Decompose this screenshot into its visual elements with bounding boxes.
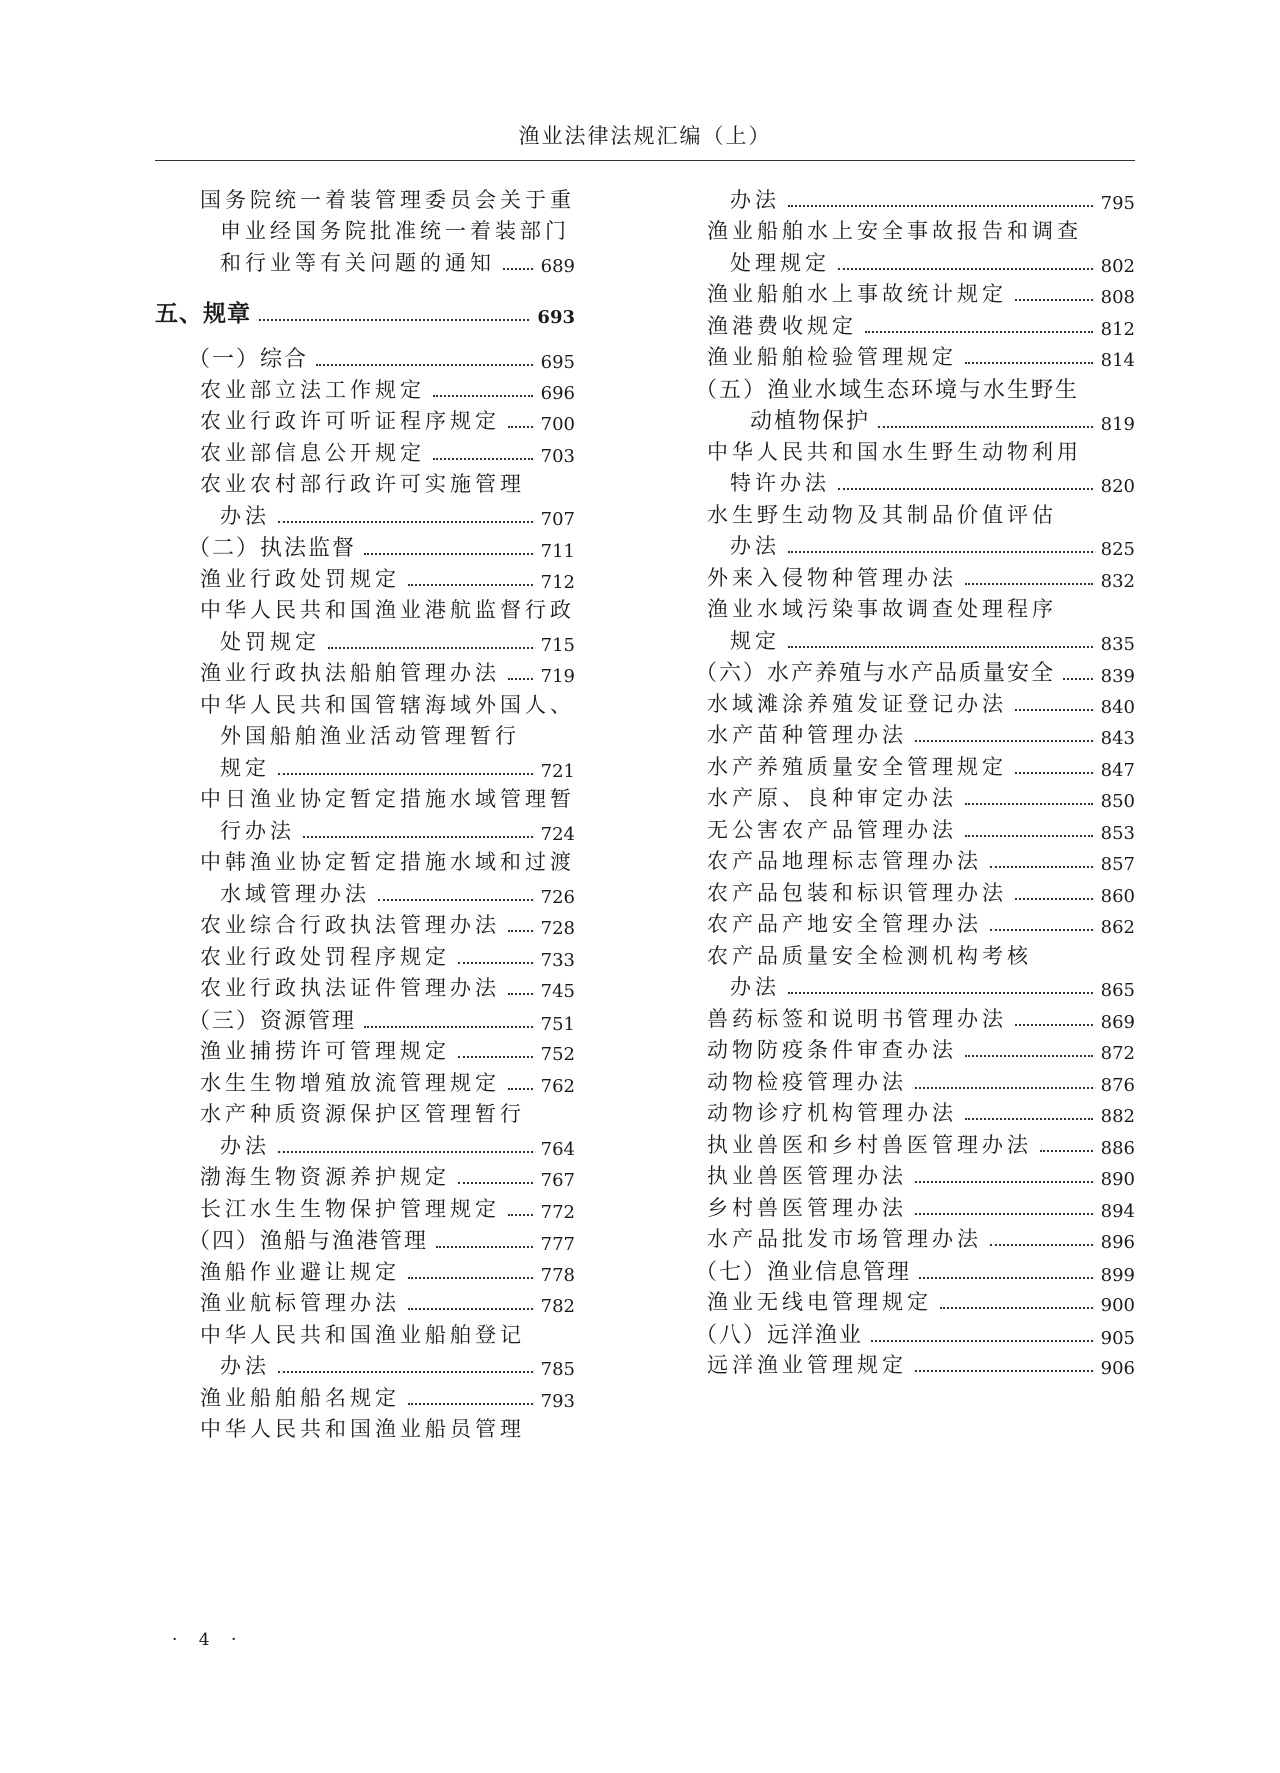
dot-leader	[259, 319, 529, 321]
dot-leader	[965, 835, 1093, 837]
toc-entry	[707, 499, 1135, 529]
toc-entry	[707, 1034, 1135, 1064]
dot-leader	[788, 551, 1093, 553]
toc-entry	[200, 1287, 575, 1317]
dot-leader	[1015, 1024, 1093, 1026]
toc-entry	[707, 1097, 1135, 1127]
toc-entry	[220, 878, 575, 908]
header-rule	[155, 160, 1135, 161]
toc-page-number: 795	[1100, 193, 1135, 214]
dot-leader	[965, 803, 1093, 805]
toc-page-number: 819	[1100, 414, 1135, 435]
dot-leader	[915, 1087, 1093, 1089]
toc-entry-title: 水生生物增殖放流管理规定	[200, 1071, 500, 1095]
toc-entry-title: （八）远洋渔业	[695, 1323, 864, 1348]
toc-entry-title: 渔业船舶检验管理规定	[707, 345, 957, 369]
toc-page-number: 850	[1100, 791, 1135, 812]
toc-entry-title: （四）渔船与渔港管理	[188, 1229, 429, 1254]
toc-page-number: 719	[540, 666, 575, 687]
toc-entry-title: 特许办法	[730, 471, 830, 495]
toc-entry-title: 动植物保护	[750, 409, 871, 434]
dot-leader	[788, 646, 1093, 648]
toc-entry-title: 动物检疫管理办法	[707, 1070, 907, 1094]
page-number: · 4 ·	[172, 1630, 245, 1650]
toc-entry	[200, 1035, 575, 1065]
toc-entry	[730, 625, 1135, 655]
toc-entry-title: 无公害农产品管理办法	[707, 818, 957, 842]
toc-entry-title: 渔港费收规定	[707, 314, 857, 338]
toc-page-number: 869	[1100, 1012, 1135, 1033]
toc-page-number: 762	[540, 1076, 575, 1097]
toc-page-number: 712	[540, 572, 575, 593]
dot-leader	[503, 268, 533, 270]
toc-entry-title: （六）水产养殖与水产品质量安全	[695, 661, 1056, 686]
dot-leader	[508, 993, 533, 995]
dot-leader	[965, 1055, 1093, 1057]
toc-entry-title: 远洋渔业管理规定	[707, 1353, 907, 1377]
dot-leader	[433, 395, 533, 397]
dot-leader	[915, 1370, 1093, 1372]
toc-page-number: 793	[540, 1391, 575, 1412]
toc-entry-title: 动物诊疗机构管理办法	[707, 1101, 957, 1125]
toc-page-number: 767	[540, 1170, 575, 1191]
dot-leader	[919, 1277, 1093, 1279]
toc-entry-title: 农产品包装和标识管理办法	[707, 881, 1007, 905]
toc-entry-title: 水生野生动物及其制品价值评估	[707, 503, 1057, 527]
toc-entry-title: （一）综合	[188, 347, 309, 372]
dot-leader	[508, 1214, 533, 1216]
toc-entry-title: 水产种质资源保护区管理暂行	[200, 1102, 525, 1126]
toc-page-number: 906	[1100, 1358, 1135, 1379]
toc-entry	[200, 437, 575, 467]
toc-page-number: 894	[1100, 1201, 1135, 1222]
dot-leader	[965, 1118, 1093, 1120]
toc-page-number: 862	[1100, 917, 1135, 938]
toc-entry-title: 水产品批发市场管理办法	[707, 1227, 982, 1251]
dot-leader	[915, 1213, 1093, 1215]
toc-entry-title: 渔业水域污染事故调查处理程序	[707, 597, 1057, 621]
toc-entry-title: （二）执法监督	[188, 536, 357, 561]
toc-entry	[707, 278, 1135, 308]
toc-entry	[200, 374, 575, 404]
toc-entry-title: 水产苗种管理办法	[707, 723, 907, 747]
toc-page-number: 782	[540, 1296, 575, 1317]
toc-entry-title: 中日渔业协定暂定措施水域管理暂	[200, 787, 575, 811]
dot-leader	[278, 773, 533, 775]
toc-entry-title: 农业部信息公开规定	[200, 441, 425, 465]
toc-entry-title: 农业综合行政执法管理办法	[200, 913, 500, 937]
dot-leader	[408, 1277, 533, 1279]
toc-entry-title: 农产品产地安全管理办法	[707, 912, 982, 936]
toc-entry-title: 中华人民共和国渔业船员管理	[200, 1417, 525, 1441]
toc-entry-title: 农产品地理标志管理办法	[707, 849, 982, 873]
toc-entry	[200, 468, 575, 498]
toc-entry-title: 农业行政许可听证程序规定	[200, 409, 500, 433]
toc-entry-title: 办法	[730, 188, 780, 212]
toc-page-number: 728	[540, 918, 575, 939]
toc-entry	[200, 1319, 575, 1349]
toc-page-number: 778	[540, 1265, 575, 1286]
toc-entry	[220, 626, 575, 656]
toc-entry	[707, 436, 1135, 466]
toc-entry	[707, 814, 1135, 844]
toc-entry	[220, 815, 575, 845]
toc-entry-title: 农业行政执法证件管理办法	[200, 976, 500, 1000]
toc-entry	[200, 1256, 575, 1286]
toc-entry	[200, 657, 575, 687]
toc-entry	[707, 1223, 1135, 1253]
toc-entry-title: （三）资源管理	[188, 1009, 357, 1034]
toc-page-number: 840	[1100, 697, 1135, 718]
toc-entry	[707, 940, 1135, 970]
toc-entry-title: 渔业行政处罚规定	[200, 567, 400, 591]
dot-leader	[965, 583, 1093, 585]
toc-page-number: 715	[540, 635, 575, 656]
toc-entry	[707, 1003, 1135, 1033]
toc-page-number: 785	[540, 1359, 575, 1380]
dot-leader	[408, 584, 533, 586]
toc-entry	[220, 720, 575, 750]
toc-entry-title: 渔业捕捞许可管理规定	[200, 1039, 450, 1063]
toc-entry	[707, 310, 1135, 340]
running-header: 渔业法律法规汇编（上）	[518, 124, 772, 148]
toc-entry	[707, 877, 1135, 907]
toc-page-number: 764	[540, 1139, 575, 1160]
dot-leader	[1015, 772, 1093, 774]
dot-leader	[433, 458, 533, 460]
toc-entry	[200, 1161, 575, 1191]
toc-entry	[200, 783, 575, 813]
toc-page-number: 733	[540, 950, 575, 971]
toc-entry-title: 渔业船舶水上安全事故报告和调查	[707, 219, 1082, 243]
toc-entry	[220, 1130, 575, 1160]
toc-subsection	[695, 1255, 1135, 1286]
toc-page-number: 899	[1100, 1265, 1135, 1286]
toc-page-number: 724	[540, 824, 575, 845]
toc-entry-title: 渔业船舶船名规定	[200, 1386, 400, 1410]
toc-entry	[707, 908, 1135, 938]
toc-entry-title: 中韩渔业协定暂定措施水域和过渡	[200, 850, 575, 874]
toc-entry-title: 水域滩涂养殖发证登记办法	[707, 692, 1007, 716]
dot-leader	[865, 331, 1093, 333]
dot-leader	[278, 521, 533, 523]
toc-entry	[220, 500, 575, 530]
toc-page-number: 825	[1100, 539, 1135, 560]
dot-leader	[508, 1088, 533, 1090]
toc-entry-title: 水域管理办法	[220, 882, 370, 906]
toc-entry	[707, 1129, 1135, 1159]
toc-entry-title: 行办法	[220, 819, 295, 843]
toc-entry	[707, 1286, 1135, 1316]
toc-entry	[200, 563, 575, 593]
toc-entry-title: （七）渔业信息管理	[695, 1260, 912, 1285]
toc-entry-title: 执业兽医管理办法	[707, 1164, 907, 1188]
toc-entry	[200, 594, 575, 624]
toc-page-number: 703	[540, 446, 575, 467]
toc-entry	[200, 1382, 575, 1412]
toc-entry	[220, 1350, 575, 1380]
toc-entry-title: 和行业等有关问题的通知	[220, 251, 495, 275]
toc-entry-title: 执业兽医和乡村兽医管理办法	[707, 1133, 1032, 1157]
toc-entry-title: 办法	[220, 504, 270, 528]
dot-leader	[788, 992, 1093, 994]
toc-entry-title: 乡村兽医管理办法	[707, 1196, 907, 1220]
toc-entry-title: 办法	[220, 1354, 270, 1378]
dot-leader	[328, 647, 533, 649]
toc-entry-title: 处理规定	[730, 251, 830, 275]
dot-leader	[990, 929, 1093, 931]
toc-page-number: 890	[1100, 1169, 1135, 1190]
dot-leader	[1063, 678, 1093, 680]
toc-entry	[707, 688, 1135, 718]
toc-entry	[730, 971, 1135, 1001]
toc-page-number: 711	[540, 541, 575, 562]
dot-leader	[378, 899, 533, 901]
toc-page-number: 812	[1100, 319, 1135, 340]
toc-entry-title: 中华人民共和国管辖海域外国人、	[200, 693, 575, 717]
toc-page-number: 865	[1100, 980, 1135, 1001]
toc-subsection	[750, 404, 1135, 435]
toc-page-number: 751	[540, 1014, 575, 1035]
dot-leader	[915, 1181, 1093, 1183]
toc-entry	[707, 1160, 1135, 1190]
toc-entry-title: 兽药标签和说明书管理办法	[707, 1007, 1007, 1031]
toc-entry-title: 外国船舶渔业活动管理暂行	[220, 724, 520, 748]
dot-leader	[278, 1151, 533, 1153]
dot-leader	[838, 488, 1093, 490]
toc-entry	[200, 846, 575, 876]
toc-entry	[200, 941, 575, 971]
toc-entry	[707, 782, 1135, 812]
dot-leader	[508, 930, 533, 932]
dot-leader	[788, 205, 1093, 207]
toc-page-number: 726	[540, 887, 575, 908]
toc-subsection	[695, 373, 1135, 404]
dot-leader	[1015, 299, 1093, 301]
dot-leader	[871, 1340, 1093, 1342]
toc-entry-title: 办法	[730, 975, 780, 999]
toc-page-number: 860	[1100, 886, 1135, 907]
toc-page-number: 696	[540, 383, 575, 404]
toc-page-number: 896	[1100, 1232, 1135, 1253]
toc-subsection	[695, 656, 1135, 687]
toc-page-number: 689	[540, 256, 575, 277]
dot-leader	[1015, 898, 1093, 900]
toc-page-number: 853	[1100, 823, 1135, 844]
toc-page-number: 832	[1100, 571, 1135, 592]
toc-entry	[707, 1349, 1135, 1379]
toc-entry-title: 国务院统一着装管理委员会关于重	[200, 188, 575, 212]
toc-entry-title: 处罚规定	[220, 630, 320, 654]
toc-page-number: 814	[1100, 350, 1135, 371]
toc-page-number: 882	[1100, 1106, 1135, 1127]
toc-entry-title: 长江水生生物保护管理规定	[200, 1197, 500, 1221]
toc-page-number: 700	[540, 414, 575, 435]
toc-entry-title: 渔船作业避让规定	[200, 1260, 400, 1284]
dot-leader	[316, 364, 533, 366]
toc-entry	[200, 184, 575, 214]
dot-leader	[364, 1026, 533, 1028]
toc-page-number: 808	[1100, 287, 1135, 308]
toc-entry	[200, 689, 575, 719]
dot-leader	[458, 1056, 533, 1058]
toc-entry-title: 中华人民共和国水生野生动物利用	[707, 440, 1082, 464]
toc-entry-title: 办法	[220, 1134, 270, 1158]
toc-page-number: 772	[540, 1202, 575, 1223]
toc-entry	[200, 909, 575, 939]
toc-page-number: 835	[1100, 634, 1135, 655]
toc-section	[155, 295, 575, 328]
dot-leader	[436, 1246, 533, 1248]
toc-entry-title: 渔业行政执法船舶管理办法	[200, 661, 500, 685]
toc-entry	[200, 405, 575, 435]
dot-leader	[838, 268, 1093, 270]
toc-entry-title: 农业行政处罚程序规定	[200, 945, 450, 969]
dot-leader	[458, 1182, 533, 1184]
dot-leader	[965, 362, 1093, 364]
toc-entry-title: 中华人民共和国渔业港航监督行政	[200, 598, 575, 622]
toc-page-number: 752	[540, 1044, 575, 1065]
dot-leader	[508, 426, 533, 428]
toc-entry-title: 渔业船舶水上事故统计规定	[707, 282, 1007, 306]
toc-page-number: 886	[1100, 1138, 1135, 1159]
toc-page-number: 707	[540, 509, 575, 530]
toc-page-number: 777	[540, 1234, 575, 1255]
toc-subsection	[188, 1004, 575, 1035]
toc-entry	[200, 972, 575, 1002]
toc-subsection	[695, 1318, 1135, 1349]
toc-entry	[707, 1192, 1135, 1222]
toc-subsection	[188, 1224, 575, 1255]
toc-entry	[707, 341, 1135, 371]
toc-entry-title: 农产品质量安全检测机构考核	[707, 944, 1032, 968]
toc-entry	[730, 184, 1135, 214]
toc-entry-title: 中华人民共和国渔业船舶登记	[200, 1323, 525, 1347]
toc-page-number: 820	[1100, 476, 1135, 497]
toc-entry-title: 五、规章	[155, 301, 251, 327]
toc-entry	[730, 530, 1135, 560]
toc-entry-title: 农业部立法工作规定	[200, 378, 425, 402]
dot-leader	[915, 740, 1093, 742]
toc-entry	[200, 1098, 575, 1128]
toc-entry	[730, 247, 1135, 277]
toc-entry-title: 规定	[730, 629, 780, 653]
toc-entry	[707, 562, 1135, 592]
toc-entry	[200, 1413, 575, 1443]
dot-leader	[408, 1403, 533, 1405]
toc-subsection	[188, 531, 575, 562]
dot-leader	[1040, 1150, 1093, 1152]
toc-entry-title: （五）渔业水域生态环境与水生野生	[695, 378, 1080, 403]
toc-entry-title: 动物防疫条件审查办法	[707, 1038, 957, 1062]
toc-page-number: 900	[1100, 1295, 1135, 1316]
dot-leader	[940, 1307, 1093, 1309]
toc-page-number: 745	[540, 981, 575, 1002]
toc-entry	[200, 1193, 575, 1223]
toc-page-number: 876	[1100, 1075, 1135, 1096]
dot-leader	[303, 836, 533, 838]
toc-page-number: 857	[1100, 854, 1135, 875]
toc-page-number: 693	[537, 307, 575, 328]
dot-leader	[508, 678, 533, 680]
toc-entry-title: 渤海生物资源养护规定	[200, 1165, 450, 1189]
toc-page-number: 905	[1100, 1328, 1135, 1349]
toc-page-number: 695	[540, 352, 575, 373]
toc-entry	[220, 247, 575, 277]
toc-entry	[707, 215, 1135, 245]
dot-leader	[364, 553, 533, 555]
dot-leader	[278, 1371, 533, 1373]
toc-entry	[200, 1067, 575, 1097]
toc-entry	[707, 1066, 1135, 1096]
toc-entry-title: 外来入侵物种管理办法	[707, 566, 957, 590]
toc-entry-title: 办法	[730, 534, 780, 558]
toc-entry-title: 规定	[220, 756, 270, 780]
toc-entry-title: 渔业无线电管理规定	[707, 1290, 932, 1314]
toc-entry	[707, 719, 1135, 749]
dot-leader	[458, 962, 533, 964]
toc-entry	[707, 751, 1135, 781]
toc-page-number: 802	[1100, 256, 1135, 277]
toc-entry	[220, 215, 575, 245]
toc-entry-title: 申业经国务院批准统一着装部门	[220, 219, 570, 243]
toc-page-number: 839	[1100, 666, 1135, 687]
toc-entry-title: 水产原、良种审定办法	[707, 786, 957, 810]
toc-entry-title: 渔业航标管理办法	[200, 1291, 400, 1315]
dot-leader	[878, 426, 1093, 428]
dot-leader	[990, 866, 1093, 868]
toc-page-number: 843	[1100, 728, 1135, 749]
toc-page-number: 721	[540, 761, 575, 782]
toc-entry	[220, 752, 575, 782]
toc-entry	[707, 593, 1135, 623]
toc-entry-title: 农业农村部行政许可实施管理	[200, 472, 525, 496]
toc-subsection	[188, 342, 575, 373]
dot-leader	[1015, 709, 1093, 711]
toc-page-number: 847	[1100, 760, 1135, 781]
toc-entry-title: 水产养殖质量安全管理规定	[707, 755, 1007, 779]
dot-leader	[408, 1308, 533, 1310]
toc-page-number: 872	[1100, 1043, 1135, 1064]
toc-entry	[730, 467, 1135, 497]
dot-leader	[990, 1244, 1093, 1246]
toc-entry	[707, 845, 1135, 875]
